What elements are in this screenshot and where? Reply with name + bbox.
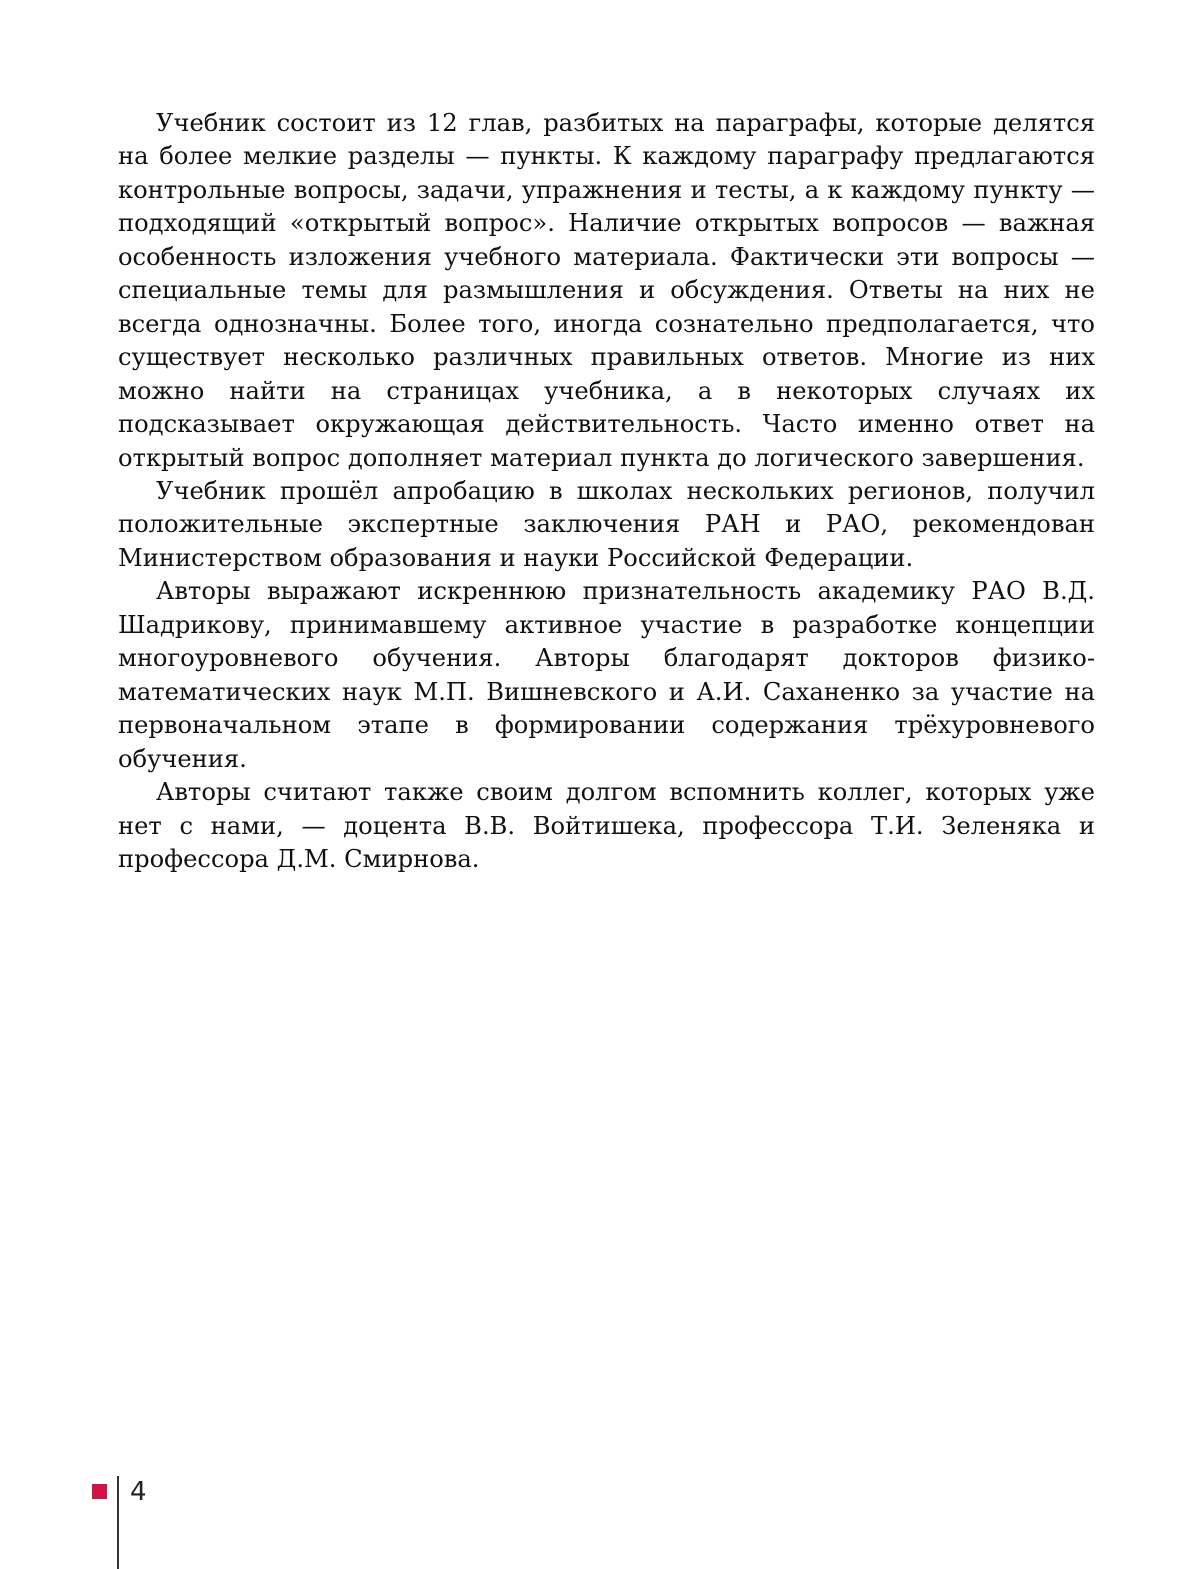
page-marker-square <box>92 1484 107 1499</box>
page-body <box>118 107 1095 876</box>
paragraph-acknowledgements: Авторы выражают искреннюю признательность академику РАО В.Д. Шадрикову, принимавшему активное участие в разработке концепции многоуровневого обучения. Авторы благодарят докторов физико-математических наук М.П. Вишневского и А.И. Саханенко за участие на первоначальном этапе в формировании содержания трёхуровневого обучения. <box>118 575 1095 776</box>
paragraph-structure: Учебник состоит из 12 глав, разбитых на параграфы, которые делятся на более мелкие разделы — пункты. К каждому параграфу предлагаются контрольные вопросы, задачи, упражнения и тесты, а к каждому пункту — подходящий «открытый вопрос». Наличие открытых вопросов — важная особенность изложения учебного материала. Фактически эти вопросы — специальные темы для размышления и обсуждения. Ответы на них не всегда однозначны. Более того, иногда сознательно предполагается, что существует несколько различных правильных ответов. Многие из них можно найти на страницах учебника, а в некоторых случаях их подсказывает окружающая действительность. Часто именно ответ на открытый вопрос дополняет материал пункта до логического завершения. <box>118 107 1095 475</box>
page-number: 4 <box>130 1476 147 1508</box>
paragraph-approbation: Учебник прошёл апробацию в школах нескольких регионов, получил положительные экспертные заключения РАН и РАО, рекомендован Министерством образования и науки Российской Федерации. <box>118 475 1095 575</box>
paragraph-memorial: Авторы считают также своим долгом вспомнить коллег, которых уже нет с нами, — доцента В.В. Войтишека, профессора Т.И. Зеленяка и профессора Д.М. Смирнова. <box>118 776 1095 876</box>
page-number-divider <box>117 1476 119 1569</box>
